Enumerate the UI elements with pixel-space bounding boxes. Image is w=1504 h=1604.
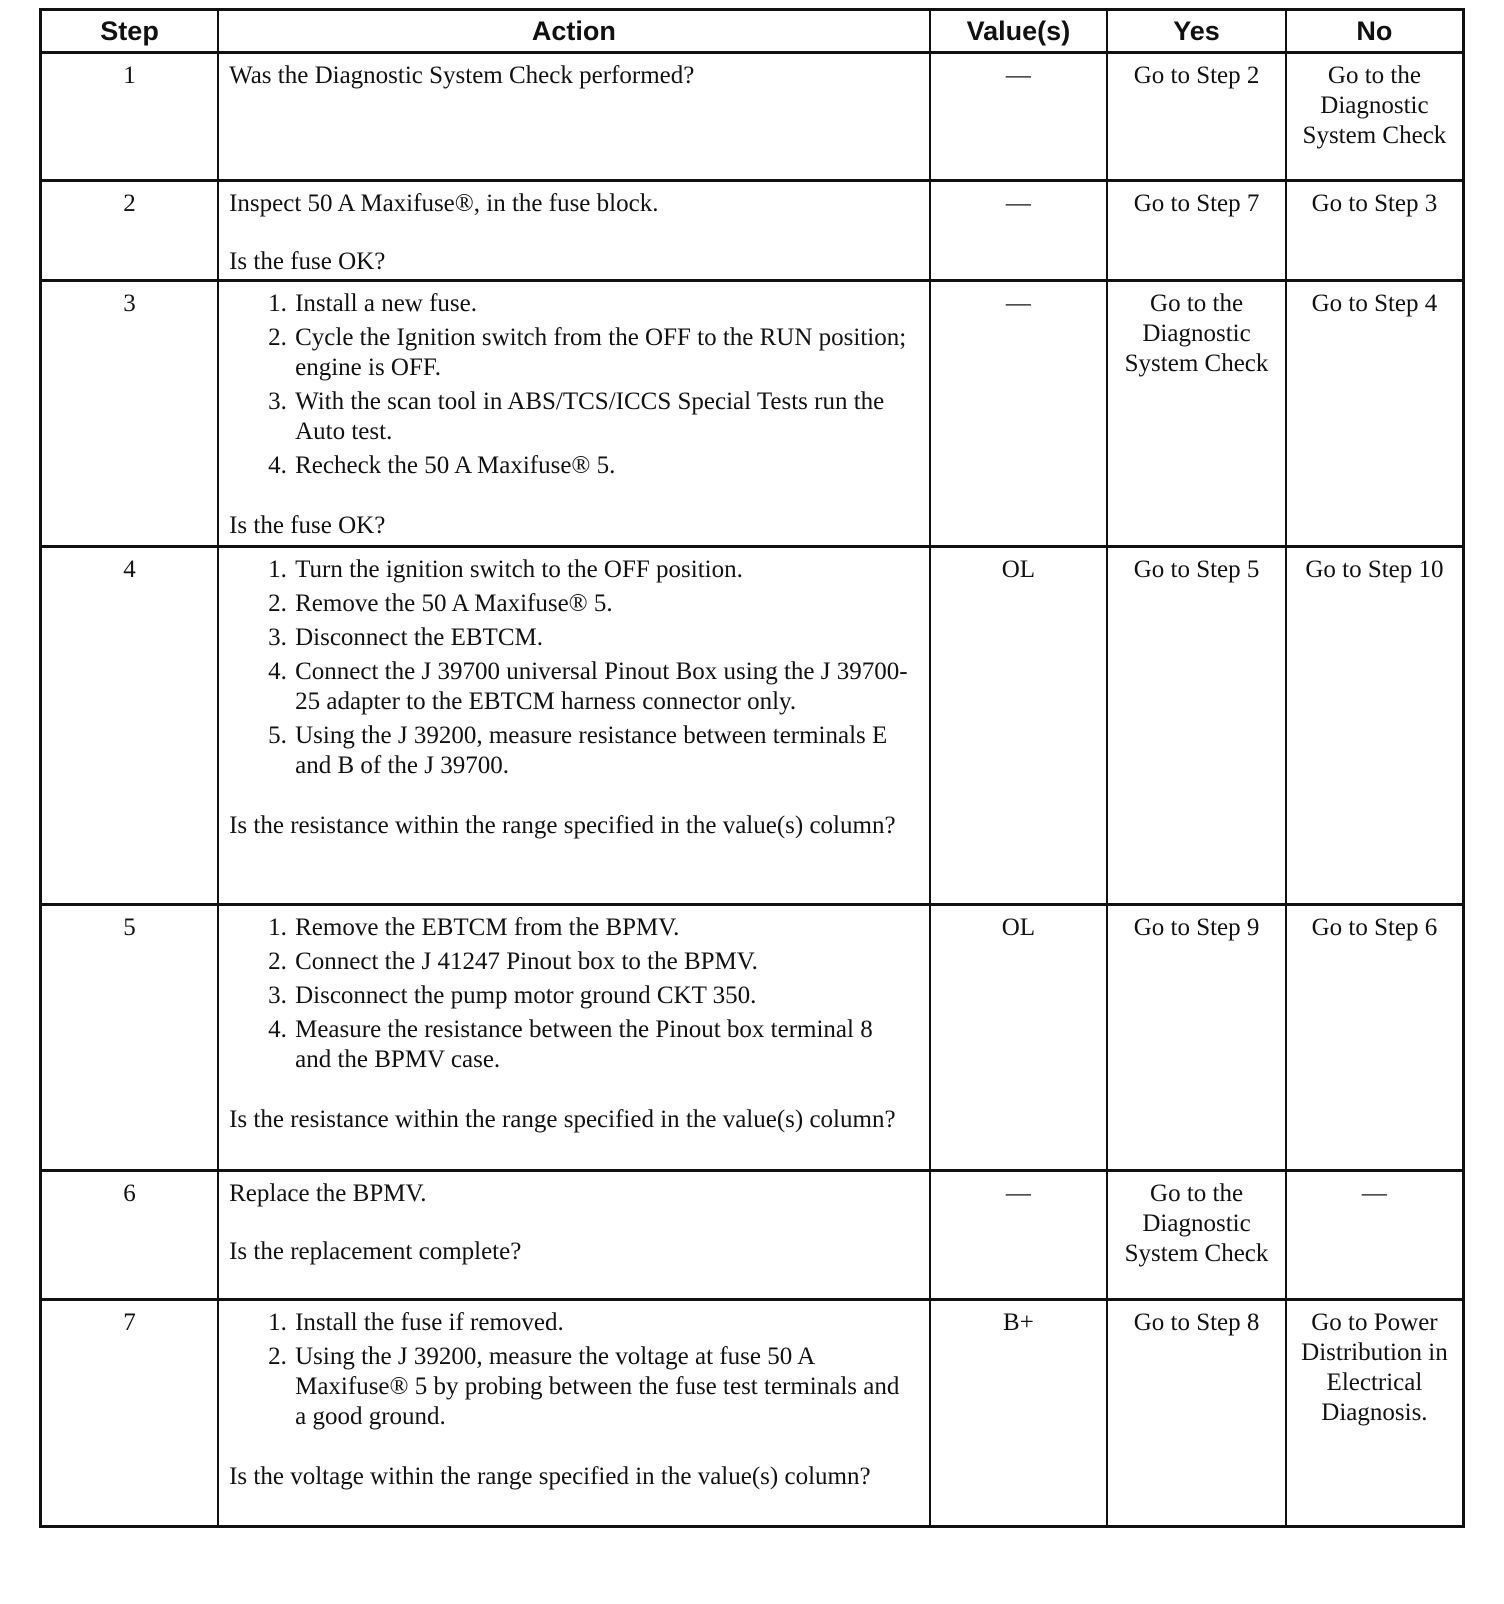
action-step: 1. Install the fuse if removed. xyxy=(293,1308,909,1338)
action-cell xyxy=(218,547,930,905)
header-yes: Yes xyxy=(1107,10,1286,53)
action-step: 5. Using the J 39200, measure resistance between terminals E and B of the J 39700. xyxy=(293,721,909,781)
yes-cell: Go to Step 9 xyxy=(1107,905,1286,1171)
table-row xyxy=(41,53,1464,181)
no-cell: Go to Step 6 xyxy=(1286,905,1464,1171)
yes-cell: Go to the Diagnostic System Check xyxy=(1107,1171,1286,1300)
action-step: 2. Remove the 50 A Maxifuse® 5. xyxy=(293,589,909,619)
action-question: Is the voltage within the range specified in the value(s) column? xyxy=(229,1463,871,1490)
action-question: Is the replacement complete? xyxy=(229,1238,522,1265)
action-cell xyxy=(218,1171,930,1300)
no-cell: Go to Step 3 xyxy=(1286,181,1464,281)
value-cell: — xyxy=(930,281,1108,547)
action-question: Is the fuse OK? xyxy=(229,248,386,275)
step-number: 7 xyxy=(41,1300,219,1527)
action-step: 3. Disconnect the EBTCM. xyxy=(293,623,909,653)
value-cell: — xyxy=(930,181,1108,281)
no-cell: Go to Step 4 xyxy=(1286,281,1464,547)
action-cell xyxy=(218,53,930,181)
action-step: 1. Remove the EBTCM from the BPMV. xyxy=(293,913,909,943)
action-question: Is the resistance within the range specified in the value(s) column? xyxy=(229,812,896,839)
action-steps-list xyxy=(229,1308,909,1432)
step-number: 2 xyxy=(41,181,219,281)
action-question: Is the fuse OK? xyxy=(229,512,386,539)
action-cell xyxy=(218,281,930,547)
yes-cell: Go to Step 8 xyxy=(1107,1300,1286,1527)
action-text: Inspect 50 A Maxifuse®, in the fuse block. xyxy=(229,190,659,217)
yes-cell: Go to Step 5 xyxy=(1107,547,1286,905)
action-cell xyxy=(218,905,930,1171)
value-cell: OL xyxy=(930,547,1108,905)
table-row xyxy=(41,1300,1464,1527)
yes-cell: Go to the Diagnostic System Check xyxy=(1107,281,1286,547)
action-step: 4. Connect the J 39700 universal Pinout Box using the J 39700-25 adapter to the EBTCM harness connector only. xyxy=(293,657,909,717)
value-cell: — xyxy=(930,1171,1108,1300)
no-cell: — xyxy=(1286,1171,1464,1300)
action-step: 1. Turn the ignition switch to the OFF position. xyxy=(293,555,909,585)
action-text: Was the Diagnostic System Check performed? xyxy=(229,62,695,89)
table-row xyxy=(41,905,1464,1171)
no-cell: Go to Power Distribution in Electrical Diagnosis. xyxy=(1286,1300,1464,1527)
action-cell xyxy=(218,1300,930,1527)
action-step: 2. Cycle the Ignition switch from the OFF to the RUN position; engine is OFF. xyxy=(293,323,909,383)
action-steps-list xyxy=(229,289,909,481)
action-step: 1. Install a new fuse. xyxy=(293,289,909,319)
table-row xyxy=(41,181,1464,281)
action-question: Is the resistance within the range specified in the value(s) column? xyxy=(229,1106,896,1133)
value-cell: OL xyxy=(930,905,1108,1171)
action-steps-list xyxy=(229,555,909,781)
header-action: Action xyxy=(218,10,930,53)
no-cell: Go to Step 10 xyxy=(1286,547,1464,905)
step-number: 5 xyxy=(41,905,219,1171)
yes-cell: Go to Step 2 xyxy=(1107,53,1286,181)
header-no: No xyxy=(1286,10,1464,53)
table-row xyxy=(41,1171,1464,1300)
action-cell xyxy=(218,181,930,281)
header-values: Value(s) xyxy=(930,10,1108,53)
no-cell: Go to the Diagnostic System Check xyxy=(1286,53,1464,181)
action-step: 3. With the scan tool in ABS/TCS/ICCS Special Tests run the Auto test. xyxy=(293,387,909,447)
action-step: 4. Recheck the 50 A Maxifuse® 5. xyxy=(293,451,909,481)
step-number: 4 xyxy=(41,547,219,905)
header-row xyxy=(41,10,1464,53)
action-step: 2. Connect the J 41247 Pinout box to the BPMV. xyxy=(293,947,909,977)
table-row xyxy=(41,547,1464,905)
step-number: 3 xyxy=(41,281,219,547)
action-step: 4. Measure the resistance between the Pinout box terminal 8 and the BPMV case. xyxy=(293,1015,909,1075)
action-steps-list xyxy=(229,913,909,1075)
action-step: 2. Using the J 39200, measure the voltage at fuse 50 A Maxifuse® 5 by probing between the fuse test terminals and a good ground. xyxy=(293,1342,909,1432)
step-number: 6 xyxy=(41,1171,219,1300)
action-step: 3. Disconnect the pump motor ground CKT 350. xyxy=(293,981,909,1011)
yes-cell: Go to Step 7 xyxy=(1107,181,1286,281)
action-text: Replace the BPMV. xyxy=(229,1180,427,1207)
table-row xyxy=(41,281,1464,547)
header-step: Step xyxy=(41,10,219,53)
step-number: 1 xyxy=(41,53,219,181)
value-cell: — xyxy=(930,53,1108,181)
diagnostic-table xyxy=(39,8,1465,1528)
value-cell: B+ xyxy=(930,1300,1108,1527)
